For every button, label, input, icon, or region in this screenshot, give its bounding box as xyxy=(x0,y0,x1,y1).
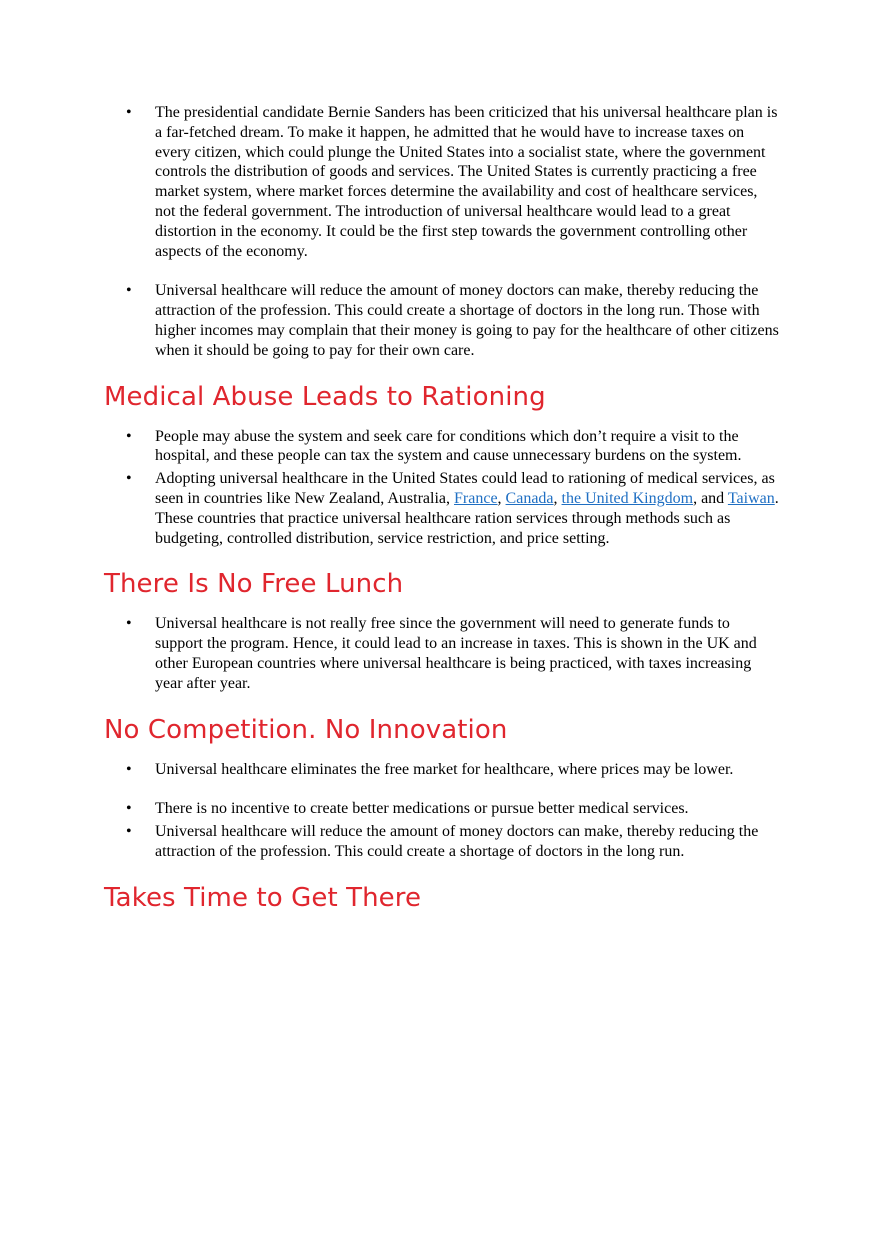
intro-bullet-list xyxy=(104,103,780,361)
free-lunch-bullet-list xyxy=(104,614,780,693)
bullet-text: Universal healthcare eliminates the free market for healthcare, where prices may be lower. xyxy=(155,760,734,778)
separator: , xyxy=(553,489,562,507)
bullet-text: Universal healthcare will reduce the amount of money doctors can make, thereby reducing the attraction of the profession. This could create a shortage of doctors in the long run. Those with higher incomes may complain that their money is going to pay for the healthcare of other citizens when it should be going to pay for their own care. xyxy=(155,282,779,359)
link-united-kingdom[interactable]: the United Kingdom xyxy=(561,489,694,507)
list-item xyxy=(104,469,780,548)
bullet-icon: • xyxy=(126,760,132,778)
bullet-text: People may abuse the system and seek care for conditions which don’t require a visit to the hospital, and these people can tax the system and cause unnecessary burdens on the system. xyxy=(155,427,742,465)
link-canada[interactable]: Canada xyxy=(505,489,554,507)
list-item xyxy=(104,427,780,467)
bullet-icon: • xyxy=(126,823,132,841)
bullet-icon: • xyxy=(126,104,132,121)
bullet-icon: • xyxy=(126,615,132,633)
rationing-bullet-list xyxy=(104,427,780,549)
list-item xyxy=(104,799,780,819)
separator: , xyxy=(497,489,506,507)
section-heading-innovation: No Competition. No Innovation xyxy=(104,714,508,745)
bullet-text: Universal healthcare will reduce the amount of money doctors can make, thereby reducing the attraction of the profession. This could create a shortage of doctors in the long run. xyxy=(155,823,759,860)
bullet-icon: • xyxy=(126,800,132,818)
list-item xyxy=(104,281,780,360)
bullet-text-segment: . These countries that practice universal healthcare ration services through methods such as budgeting, controlled distribution, service restriction, and price setting. xyxy=(155,489,779,547)
bullet-text: Universal healthcare is not really free since the government will need to generate funds to support the program. Hence, it could lead to an increase in taxes. This is shown in the UK and other European countries where universal healthcare is being practiced, with taxes increasing year after year. xyxy=(155,615,757,692)
section-heading-free-lunch: There Is No Free Lunch xyxy=(104,569,404,600)
bullet-text: There is no incentive to create better medications or pursue better medical services. xyxy=(155,800,689,818)
section-heading-rationing: Medical Abuse Leads to Rationing xyxy=(104,381,546,412)
link-taiwan[interactable]: Taiwan xyxy=(727,489,775,507)
link-france[interactable]: France xyxy=(454,489,498,507)
list-item xyxy=(104,614,780,693)
document-body xyxy=(104,103,780,914)
list-item xyxy=(104,760,780,780)
bullet-text xyxy=(155,470,779,546)
bullet-text-segment: Adopting universal healthcare in the United States could lead to rationing of medical services, as seen in countries like New Zealand, Australia, xyxy=(155,470,775,507)
separator: , and xyxy=(693,489,728,507)
innovation-bullet-list xyxy=(104,760,780,862)
bullet-icon: • xyxy=(126,470,132,488)
bullet-text: The presidential candidate Bernie Sanders has been criticized that his universal healthcare plan is a far-fetched dream. To make it happen, he admitted that he would have to increase taxes on every citizen, which could plunge the United States into a socialist state, where the government controls the distribution of goods and services. The United States is currently practicing a free market system, where market forces determine the availability and cost of healthcare services, not the federal government. The introduction of universal healthcare would lead to a great distortion in the economy. It could be the first step towards the government controlling other aspects of the economy. xyxy=(155,104,778,260)
bullet-icon: • xyxy=(126,427,132,445)
bullet-icon: • xyxy=(126,282,132,300)
list-item xyxy=(104,103,780,261)
section-heading-takes-time: Takes Time to Get There xyxy=(104,882,422,913)
list-item xyxy=(104,822,780,862)
